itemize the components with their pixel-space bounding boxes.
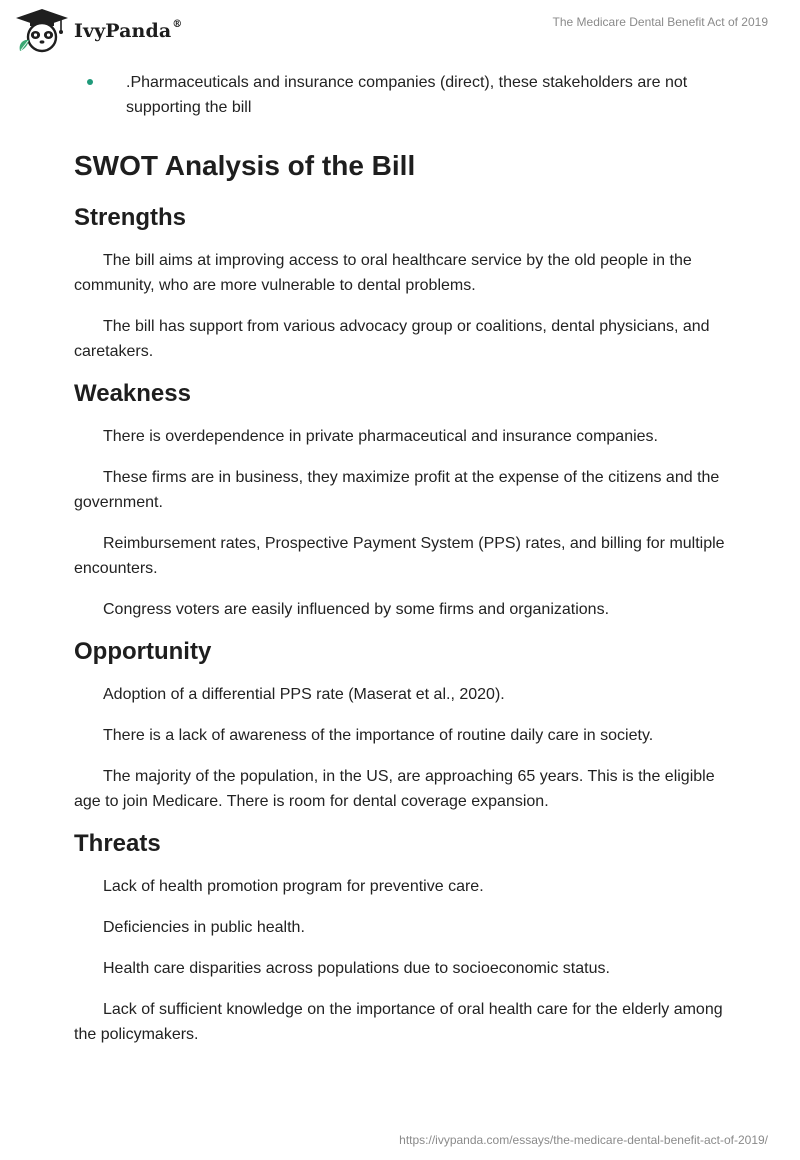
heading-opportunity: Opportunity: [74, 638, 212, 665]
paragraph: Health care disparities across populations due to socioeconomic status.: [103, 960, 610, 977]
paragraph: There is overdependence in private pharmaceutical and insurance companies.: [103, 428, 658, 445]
weakness-body: [74, 424, 726, 622]
list-item: [74, 70, 726, 120]
brand-name: IvyPanda®: [74, 18, 183, 42]
paragraph: Adoption of a differential PPS rate (Maserat et al., 2020).: [103, 686, 505, 703]
paragraph: Lack of health promotion program for preventive care.: [103, 878, 484, 895]
section-title: SWOT Analysis of the Bill: [74, 150, 416, 181]
paragraph: Lack of sufficient knowledge on the importance of oral health care for the elderly among the policymakers.: [74, 1001, 723, 1043]
source-url[interactable]: https://ivypanda.com/essays/the-medicare-dental-benefit-act-of-2019/: [399, 1133, 768, 1147]
document-body: [74, 70, 726, 1047]
running-title: The Medicare Dental Benefit Act of 2019: [552, 15, 768, 29]
paragraph: The bill aims at improving access to oral healthcare service by the old people in the community, who are more vulnerable to dental problems.: [74, 252, 692, 294]
paragraph: There is a lack of awareness of the importance of routine daily care in society.: [103, 727, 654, 744]
heading-strengths: Strengths: [74, 204, 187, 231]
panda-graduate-icon: [14, 7, 70, 53]
heading-weakness: Weakness: [74, 380, 191, 407]
heading-threats: Threats: [74, 830, 161, 857]
bullet-icon: [87, 79, 93, 85]
opportunity-body: [74, 682, 726, 814]
ivypanda-logo[interactable]: [14, 7, 182, 53]
paragraph: Deficiencies in public health.: [103, 919, 305, 936]
paragraph: The majority of the population, in the US, are approaching 65 years. This is the eligible age to join Medicare. There is room for dental coverage expansion.: [74, 768, 715, 810]
paragraph: Congress voters are easily influenced by some firms and organizations.: [103, 601, 610, 618]
paragraph: These firms are in business, they maximize profit at the expense of the citizens and the government.: [74, 469, 720, 511]
strengths-body: [74, 248, 726, 364]
paragraph: The bill has support from various advocacy group or coalitions, dental physicians, and caretakers.: [74, 318, 710, 360]
bullet-text: .Pharmaceuticals and insurance companies (direct), these stakeholders are not supporting the bill: [126, 74, 688, 116]
threats-body: [74, 874, 726, 1047]
paragraph: Reimbursement rates, Prospective Payment System (PPS) rates, and billing for multiple encounters.: [74, 535, 725, 577]
page-header: [0, 0, 800, 60]
